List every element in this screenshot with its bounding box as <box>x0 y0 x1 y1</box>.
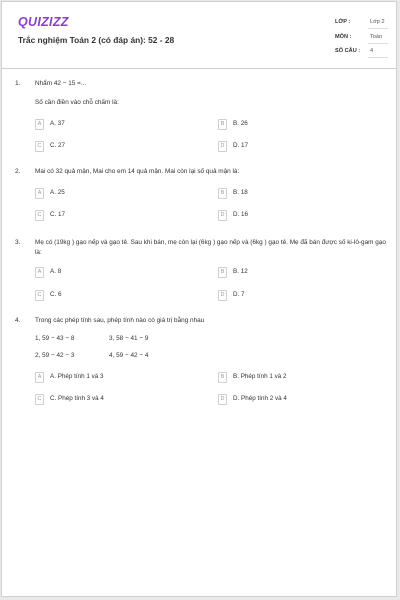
option-letter-box: B <box>218 372 227 383</box>
worksheet-header <box>2 2 396 69</box>
option-text: C. Phép tính 3 và 4 <box>50 395 104 402</box>
question-number: 1. <box>15 80 21 87</box>
option-letter-box: D <box>218 394 227 405</box>
meta-underline-count <box>368 57 388 58</box>
question-number: 4. <box>15 317 21 324</box>
meta-label-class: LỚP : <box>335 19 351 25</box>
option-letter-box: C <box>35 290 44 301</box>
option-letter-box: D <box>218 141 227 152</box>
option-text: B. 18 <box>233 189 248 196</box>
meta-label-count: SỐ CÂU : <box>335 48 361 54</box>
meta-label-subject: MÔN : <box>335 34 352 40</box>
quizizz-logo: QUIZIZZ <box>18 15 69 29</box>
option-text: C. 6 <box>50 291 62 298</box>
expression-3: 3, 58 − 41 − 9 <box>109 335 149 342</box>
option-letter-box: B <box>218 119 227 130</box>
option-letter-box: B <box>218 267 227 278</box>
option-text: D. 16 <box>233 211 249 218</box>
option-text: A. 8 <box>50 268 62 275</box>
meta-underline-class <box>368 28 388 29</box>
option-text: C. 27 <box>50 142 66 149</box>
option-text: B. 12 <box>233 268 248 275</box>
option-text: B. Phép tính 1 và 2 <box>233 373 287 380</box>
question-text: Số cần điền vào chỗ chấm là: <box>35 99 119 106</box>
option-text: D. Phép tính 2 và 4 <box>233 395 287 402</box>
option-letter-box: A <box>35 372 44 383</box>
option-letter-box: A <box>35 119 44 130</box>
meta-underline-subject <box>368 43 388 44</box>
meta-value-count: 4 <box>370 48 374 54</box>
meta-value-class: Lớp 2 <box>370 19 385 25</box>
option-text: A. 25 <box>50 189 65 196</box>
option-text: A. 37 <box>50 120 65 127</box>
expression-2: 2, 59 − 42 − 3 <box>35 352 75 359</box>
option-letter-box: C <box>35 210 44 221</box>
worksheet-title: Trắc nghiệm Toán 2 (có đáp án): 52 - 28 <box>18 35 175 45</box>
question-number: 3. <box>15 239 21 246</box>
option-letter-box: B <box>218 188 227 199</box>
option-letter-box: A <box>35 188 44 199</box>
option-letter-box: D <box>218 290 227 301</box>
option-text: D. 7 <box>233 291 245 298</box>
question-text: Trong các phép tính sau, phép tính nào có giá trị bằng nhau <box>35 317 205 324</box>
meta-value-subject: Toán <box>370 34 383 40</box>
option-text: B. 26 <box>233 120 248 127</box>
option-text: C. 17 <box>50 211 66 218</box>
worksheet-page <box>1 1 397 597</box>
option-text: A. Phép tính 1 và 3 <box>50 373 104 380</box>
option-letter-box: C <box>35 141 44 152</box>
option-letter-box: A <box>35 267 44 278</box>
option-letter-box: D <box>218 210 227 221</box>
option-letter-box: C <box>35 394 44 405</box>
question-text: Mai có 32 quả mận, Mai cho em 14 quả mận. Mai còn lại số quả mận là: <box>35 168 240 175</box>
option-text: D. 17 <box>233 142 249 149</box>
question-text: Nhẩm 42 − 15 =... <box>35 80 87 87</box>
expression-4: 4, 59 − 42 − 4 <box>109 352 149 359</box>
question-text: Mẹ có (19kg ) gạo nếp và gạo tẻ. Sau khi bán, mẹ còn lại (6kg ) gạo nếp và (6kg ) gạo tẻ. Mẹ đã bán được số ki-lô-gam gạo là: <box>35 239 386 256</box>
question-number: 2. <box>15 168 21 175</box>
expression-1: 1, 59 − 43 − 8 <box>35 335 75 342</box>
